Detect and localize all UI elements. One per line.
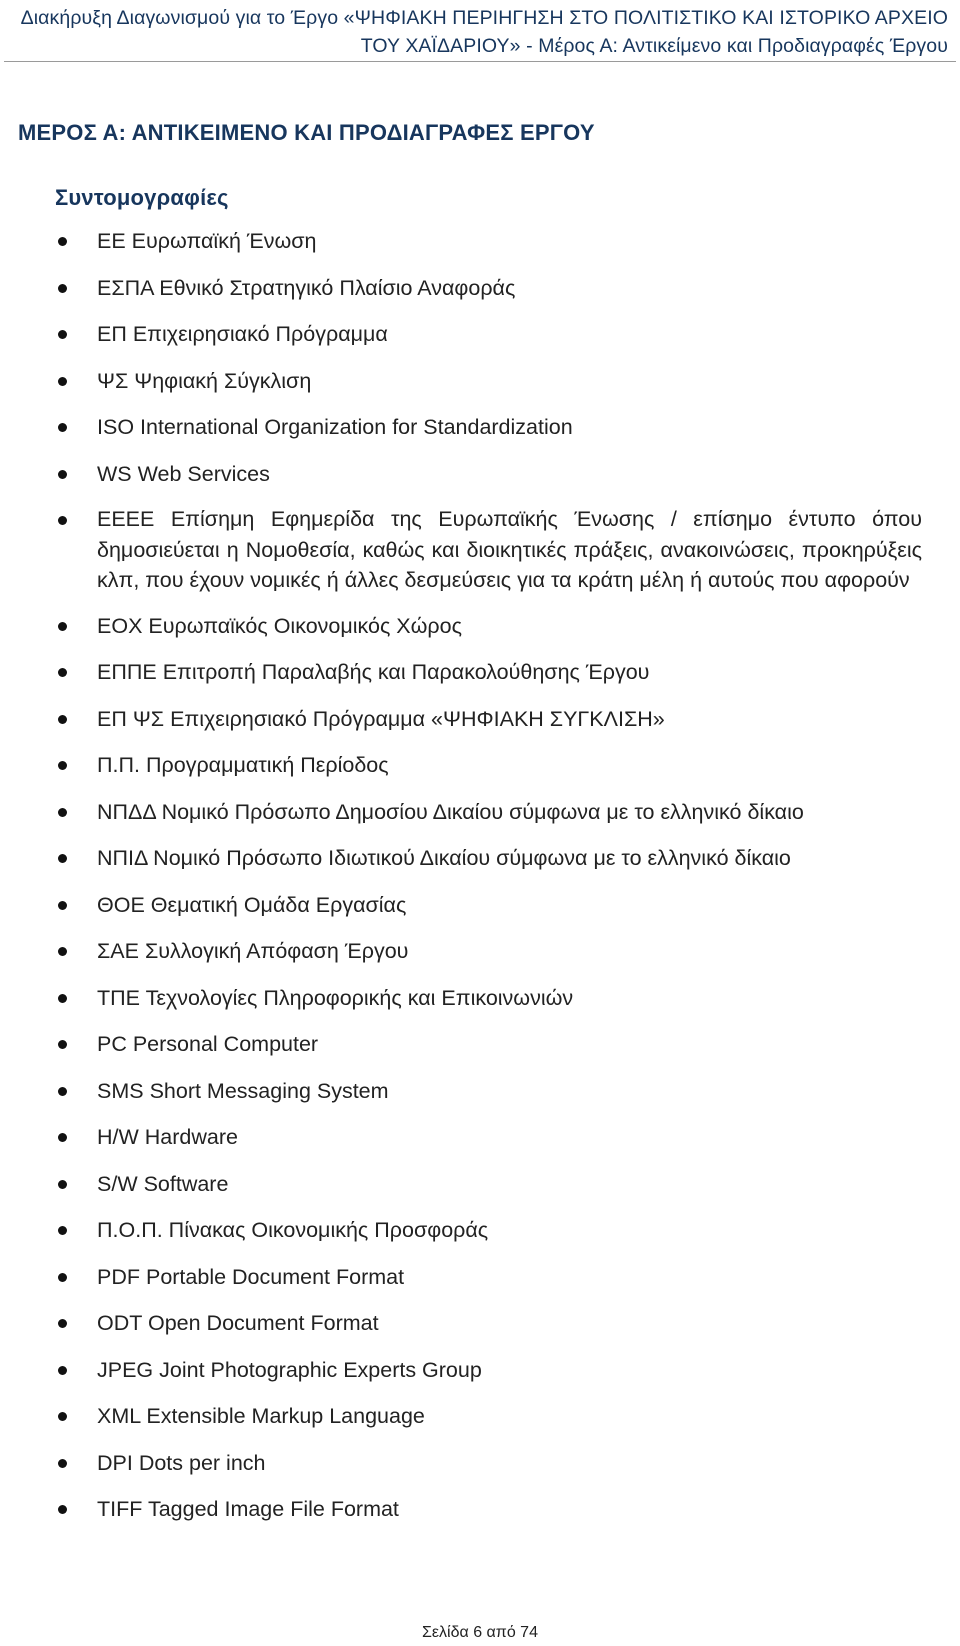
list-item — [0, 842, 960, 875]
list-item — [0, 318, 960, 351]
list-item — [0, 1447, 960, 1480]
list-item — [0, 272, 960, 305]
list-item-text: H/W Hardware — [97, 1125, 238, 1149]
list-item-text: ΕΠΠΕ Επιτροπή Παραλαβής και Παρακολούθησης Έργου — [97, 660, 650, 684]
list-item-text: ΕΠ ΨΣ Επιχειρησιακό Πρόγραμμα «ΨΗΦΙΑΚΗ ΣΥΓΚΛΙΣΗ» — [97, 706, 665, 731]
list-item — [0, 504, 960, 596]
list-item-text: ΕΕ Ευρωπαϊκή Ένωση — [97, 229, 317, 253]
list-item-text: ΝΠΙΔ Νομικό Πρόσωπο Ιδιωτικού Δικαίου σύμφωνα με το ελληνικό δίκαιο — [97, 846, 791, 870]
list-item-text: DPI Dots per inch — [97, 1450, 266, 1475]
list-item-text: XML Extensible Markup Language — [97, 1404, 425, 1428]
bullet-icon — [58, 1412, 67, 1421]
list-item-text: ΤΠΕ Τεχνολογίες Πληροφορικής και Επικοινωνιών — [97, 985, 574, 1010]
list-item-text: PC Personal Computer — [97, 1032, 319, 1056]
bullet-icon — [58, 668, 67, 677]
list-item — [0, 982, 960, 1015]
bullet-icon — [58, 622, 67, 631]
bullet-icon — [58, 715, 67, 724]
bullet-icon — [58, 947, 67, 956]
list-item-text: JPEG Joint Photographic Experts Group — [97, 1357, 482, 1382]
list-item-text: PDF Portable Document Format — [97, 1264, 405, 1289]
list-item — [0, 703, 960, 736]
list-item — [0, 1493, 960, 1526]
list-item-text: ΕΟΧ Ευρωπαϊκός Οικονομικός Χώρος — [97, 613, 462, 638]
list-item — [0, 1214, 960, 1247]
list-item — [0, 1075, 960, 1108]
list-item — [0, 749, 960, 782]
bullet-icon — [58, 808, 67, 817]
bullet-icon — [58, 330, 67, 339]
list-item-text: ΝΠΔΔ Νομικό Πρόσωπο Δημοσίου Δικαίου σύμφωνα με το ελληνικό δίκαιο — [97, 799, 804, 824]
abbreviations-list — [0, 225, 960, 1540]
list-item — [0, 796, 960, 829]
bullet-icon — [58, 516, 67, 525]
running-header-line-1: Διακήρυξη Διαγωνισμού για το Έργο «ΨΗΦΙΑΚΗ ΠΕΡΙΗΓΗΣΗ ΣΤΟ ΠΟΛΙΤΙΣΤΙΚΟ ΚΑΙ ΙΣΤΟΡΙΚΟ ΑΡΧΕΙΟ — [20, 7, 948, 29]
list-item-text: ODT Open Document Format — [97, 1311, 379, 1335]
bullet-icon — [58, 237, 67, 246]
bullet-icon — [58, 1319, 67, 1328]
bullet-icon — [58, 377, 67, 386]
list-item-text: SMS Short Messaging System — [97, 1078, 389, 1103]
list-item-text: Π.Π. Προγραμματική Περίοδος — [97, 753, 389, 777]
bullet-icon — [58, 761, 67, 770]
list-item — [0, 610, 960, 643]
list-item-text: ΕΕΕΕ Επίσημη Εφημερίδα της Ευρωπαϊκής Ένωσης / επίσημο έντυπο όπου δημοσιεύεται η Νομοθεσία, καθώς και διοικητικές πράξεις, ανακοινώσεις, προκηρύξεις κλπ, που έχουν νομικές ή άλλες δεσμεύσεις για τα κράτη μέλη ή αυτούς που αφορούν — [97, 507, 922, 592]
list-item — [0, 1354, 960, 1387]
list-item-text: TIFF Tagged Image File Format — [97, 1497, 399, 1521]
bullet-icon — [58, 1133, 67, 1142]
list-item — [0, 656, 960, 689]
list-item-text: ΕΣΠΑ Εθνικό Στρατηγικό Πλαίσιο Αναφοράς — [97, 275, 516, 300]
list-item — [0, 1121, 960, 1154]
bullet-icon — [58, 1505, 67, 1514]
bullet-icon — [58, 994, 67, 1003]
running-header — [8, 4, 948, 60]
list-item-text: ISO International Organization for Standardization — [97, 415, 573, 439]
list-item — [0, 225, 960, 258]
list-item-text: S/W Software — [97, 1171, 229, 1196]
list-item — [0, 1168, 960, 1201]
list-item — [0, 1307, 960, 1340]
bullet-icon — [58, 1180, 67, 1189]
list-item — [0, 1028, 960, 1061]
bullet-icon — [58, 1226, 67, 1235]
bullet-icon — [58, 470, 67, 479]
list-item — [0, 411, 960, 444]
list-item — [0, 1400, 960, 1433]
bullet-icon — [58, 901, 67, 910]
list-item-text: WS Web Services — [97, 461, 270, 486]
list-item — [0, 935, 960, 968]
list-item-text: ΣΑΕ Συλλογική Απόφαση Έργου — [97, 939, 409, 963]
list-item — [0, 365, 960, 398]
list-item-text: Π.Ο.Π. Πίνακας Οικονομικής Προσφοράς — [97, 1218, 489, 1242]
page-number: Σελίδα 6 από 74 — [422, 1624, 538, 1641]
section-title: ΜΕΡΟΣ Α: ΑΝΤΙΚΕΙΜΕΝΟ ΚΑΙ ΠΡΟΔΙΑΓΡΑΦΕΣ ΕΡΓΟΥ — [18, 120, 595, 145]
bullet-icon — [58, 1087, 67, 1096]
list-item — [0, 1261, 960, 1294]
list-item-text: ΘΟΕ Θεματική Ομάδα Εργασίας — [97, 892, 407, 917]
subsection-title: Συντομογραφίες — [55, 185, 229, 210]
list-item-text: ΕΠ Επιχειρησιακό Πρόγραμμα — [97, 322, 388, 346]
bullet-icon — [58, 1040, 67, 1049]
bullet-icon — [58, 1366, 67, 1375]
header-divider — [4, 61, 956, 62]
bullet-icon — [58, 1459, 67, 1468]
list-item — [0, 458, 960, 491]
list-item-text: ΨΣ Ψηφιακή Σύγκλιση — [97, 368, 312, 393]
list-item — [0, 889, 960, 922]
bullet-icon — [58, 284, 67, 293]
bullet-icon — [58, 854, 67, 863]
bullet-icon — [58, 1273, 67, 1282]
running-header-line-2: ΤΟΥ ΧΑΪΔΑΡΙΟΥ» - Μέρος Α: Αντικείμενο και Προδιαγραφές Έργου — [360, 35, 948, 57]
bullet-icon — [58, 423, 67, 432]
